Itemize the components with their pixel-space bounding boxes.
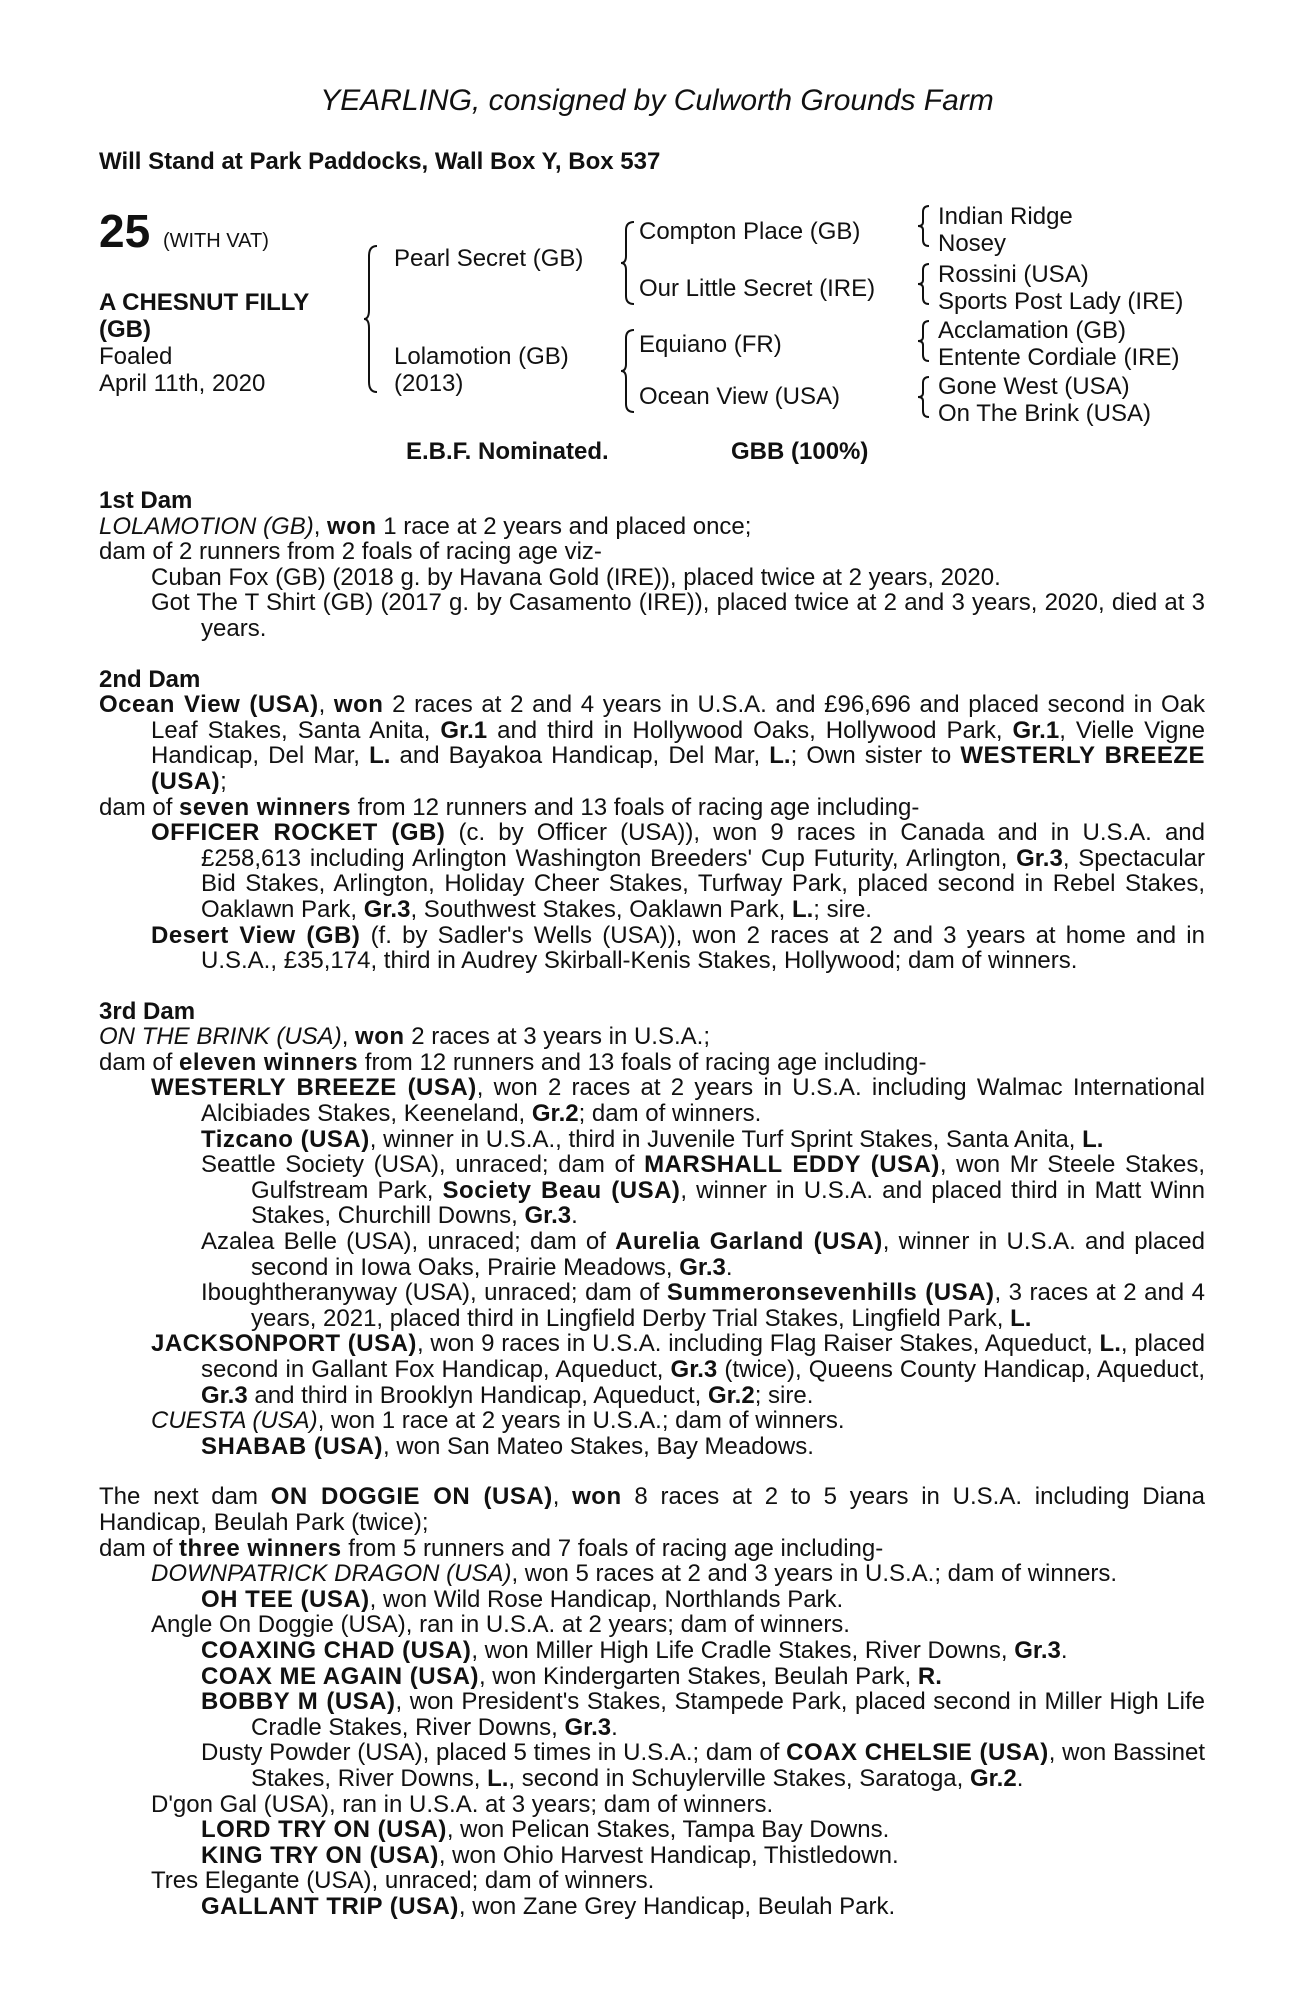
produce-coaxing-chad: [99, 1638, 1205, 1664]
lot-description-2: (GB): [99, 316, 151, 343]
horse-name: KING TRY ON (USA): [201, 1841, 439, 1869]
produce-iboughtheranyway: [99, 1280, 1205, 1331]
produce-officer-rocket: [99, 820, 1205, 922]
grade: L.: [1082, 1125, 1104, 1153]
grade: L.: [1010, 1304, 1032, 1332]
t: (twice), Queens County Handicap, Aqueduct,: [717, 1356, 1205, 1383]
t: , second in Schuylerville Stakes, Saratoga,: [508, 1764, 970, 1792]
horse-name: OH TEE (USA): [201, 1585, 370, 1613]
t: (c. by Officer (USA)), won 9 races in Canada and in U.S.A. and £258,613 including Arlington Washington Breeders' Cup Futurity, Arlington,: [201, 819, 1205, 872]
grade: Gr.3: [363, 895, 411, 923]
t: from 12 runners and 13 foals of racing age including-: [350, 793, 920, 821]
produce-coax-me-again: [99, 1664, 1205, 1690]
grade: R.: [917, 1662, 942, 1690]
second-dam-produce: [99, 795, 1205, 821]
produce-angle-on-doggie: Angle On Doggie (USA), ran in U.S.A. at 2 years; dam of winners.: [151, 1611, 850, 1639]
grade: Gr.2: [708, 1381, 755, 1409]
produce-tres-elegante: Tres Elegante (USA), unraced; dam of winners.: [151, 1867, 655, 1895]
pedigree-dam-sire: Equiano (FR): [639, 331, 782, 358]
third-dam-won: won: [355, 1023, 405, 1051]
grade: Gr.3: [1014, 1636, 1061, 1664]
produce-bobby-m: [99, 1689, 1205, 1740]
t: , 3 races at 2 and 4 years, 2021, placed third in Lingfield Derby Trial Stakes, Lingfield Park,: [251, 1279, 1206, 1332]
third-dam-name: ON THE BRINK (USA): [99, 1023, 342, 1051]
grade: Gr.3: [201, 1381, 248, 1409]
pedigree-g2: Nosey: [938, 230, 1007, 257]
consignor-heading: YEARLING, consigned by Culworth Grounds Farm: [320, 84, 994, 117]
grade: L.: [769, 742, 791, 770]
t: from 5 runners and 7 foals of racing age including-: [341, 1534, 884, 1562]
pedigree-brace-g4: [917, 375, 931, 419]
t: .: [1016, 1764, 1024, 1792]
produce-oh-tee: [99, 1587, 1205, 1613]
pedigree-brace-g3: [917, 319, 931, 363]
grade: Gr.3: [679, 1253, 726, 1281]
t: from 12 runners and 13 foals of racing age including-: [358, 1048, 927, 1076]
horse-name: OFFICER ROCKET (GB): [151, 819, 446, 847]
first-dam-record: LOLAMOTION (GB), won 1 race at 2 years and placed once;: [99, 512, 752, 540]
first-dam-name: LOLAMOTION (GB): [99, 512, 314, 540]
grade: L.: [791, 895, 814, 923]
third-dam-produce: [99, 1050, 1205, 1076]
t: , winner in U.S.A. and placed third in Matt Winn Stakes, Churchill Downs,: [251, 1176, 1205, 1230]
pedigree-brace-dam: [620, 328, 636, 414]
grade: Gr.3: [524, 1202, 572, 1230]
t: , winner in U.S.A. and placed second in Iowa Oaks, Prairie Meadows,: [251, 1228, 1206, 1281]
winners-count: eleven winners: [179, 1048, 359, 1076]
t: , won Zane Grey Handicap, Beulah Park.: [458, 1892, 896, 1920]
foaled-label: Foaled: [99, 343, 173, 370]
t: .: [611, 1713, 618, 1741]
horse-name: Tizcano (USA): [201, 1125, 370, 1153]
grade: Gr.1: [440, 716, 488, 744]
first-dam-foal-2: Got The T Shirt (GB) (2017 g. by Casamento (IRE)), placed twice at 2 and 3 years, 2020, died at 3 years.: [151, 589, 1205, 642]
t: , won 2 races at 2 years in U.S.A. including Walmac International Alcibiades Stakes, Keeneland,: [201, 1074, 1205, 1128]
next-dam-produce: [99, 1536, 1205, 1562]
t: , won Bassinet Stakes, River Downs,: [251, 1739, 1205, 1792]
spacer: [99, 974, 1205, 999]
horse-name: DOWNPATRICK DRAGON (USA): [151, 1560, 512, 1588]
first-dam-produce: dam of 2 runners from 2 foals of racing age viz-: [99, 538, 602, 566]
pedigree-sire: Pearl Secret (GB): [394, 245, 584, 272]
third-dam-heading: 3rd Dam: [99, 997, 196, 1025]
horse-name: Society Beau (USA): [442, 1176, 681, 1204]
stabling-location: Will Stand at Park Paddocks, Wall Box Y, Box 537: [99, 148, 661, 175]
produce-seattle-society: [99, 1152, 1205, 1229]
pedigree-dam-1: Lolamotion (GB): [394, 343, 569, 370]
t: Seattle Society (USA), unraced; dam of: [201, 1151, 645, 1179]
t: and Bayakoa Handicap, Del Mar,: [390, 742, 770, 770]
winners-count: three winners: [179, 1534, 342, 1562]
lot-description-1: A CHESNUT FILLY: [99, 289, 310, 316]
horse-name: COAX ME AGAIN (USA): [201, 1662, 479, 1690]
t: .: [571, 1202, 578, 1230]
horse-name: COAX CHELSIE (USA): [786, 1739, 1049, 1767]
pedigree-g3: Rossini (USA): [938, 261, 1089, 288]
t: The next dam: [99, 1483, 271, 1511]
t: , won Ohio Harvest Handicap, Thistledown.: [438, 1841, 899, 1869]
second-dam-name: Ocean View (USA): [99, 691, 319, 719]
horse-name: Desert View (GB): [151, 921, 361, 949]
horse-name: BOBBY M (USA): [201, 1688, 396, 1716]
produce-desert-view: [99, 923, 1205, 974]
produce-azalea-belle: [99, 1229, 1205, 1280]
grade: L.: [487, 1764, 509, 1792]
horse-name: SHABAB (USA): [201, 1432, 383, 1460]
horse-name: WESTERLY BREEZE (USA): [151, 1074, 477, 1102]
t: .: [1060, 1636, 1068, 1664]
t: 2 races at 2 and 4 years in U.S.A. and £96,696 and placed second in Oak Leaf Stakes, Santa Anita,: [151, 691, 1206, 744]
second-dam-won: won: [333, 691, 384, 719]
next-dam-record: The next dam ON DOGGIE ON (USA), won 8 races at 2 to 5 years in U.S.A. including Diana Handicap, Beulah Park (twice);: [99, 1483, 1205, 1536]
produce-downpatrick: [99, 1561, 1205, 1587]
produce-gallant-trip: [99, 1894, 1205, 1920]
first-dam-foal-1: Cuban Fox (GB) (2018 g. by Havana Gold (IRE)), placed twice at 2 years, 2020.: [151, 563, 1001, 591]
horse-name: COAXING CHAD (USA): [201, 1636, 472, 1664]
grade: Gr.3: [670, 1356, 718, 1383]
horse-name: LORD TRY ON (USA): [201, 1816, 447, 1844]
produce-record: [99, 488, 1205, 1919]
pedigree-g7: Gone West (USA): [938, 373, 1130, 400]
t: , won 9 races in U.S.A. including Flag Raiser Stakes, Aqueduct,: [416, 1330, 1100, 1358]
t: .: [725, 1253, 733, 1281]
horse-name: JACKSONPORT (USA): [151, 1330, 417, 1358]
grade: L.: [369, 742, 391, 770]
t: Azalea Belle (USA), unraced; dam of: [201, 1228, 616, 1256]
pedigree-g4: Sports Post Lady (IRE): [938, 288, 1184, 315]
first-dam-record-text: 1 race at 2 years and placed once;: [376, 512, 752, 540]
sister-name: WESTERLY BREEZE (USA): [151, 742, 1206, 795]
pedigree-brace-sire: [620, 220, 636, 306]
vat-note: (WITH VAT): [162, 230, 269, 252]
t: , won 5 races at 2 and 3 years in U.S.A.; dam of winners.: [511, 1560, 1118, 1588]
pedigree-g5: Acclamation (GB): [938, 317, 1127, 344]
horse-name: Aurelia Garland (USA): [615, 1228, 883, 1256]
t: , won Wild Rose Handicap, Northlands Park.: [369, 1585, 844, 1613]
foaled-date: April 11th, 2020: [99, 370, 266, 397]
t: , Spectacular Bid Stakes, Arlington, Holiday Cheer Stakes, Turfway Park, placed second in Rebel Stakes, Oaklawn Park,: [201, 844, 1205, 923]
t: ; sire.: [754, 1381, 814, 1409]
t: (f. by Sadler's Wells (USA)), won 2 races at 2 and 3 years at home and in U.S.A., £35,174, third in Audrey Skirball-Kenis Stakes, Hollywood; dam of winners.: [201, 921, 1205, 975]
pedigree-dam-dam: Ocean View (USA): [639, 383, 840, 410]
t: ; sire.: [813, 895, 872, 923]
t: 8 races at 2 to 5 years in U.S.A. including Diana Handicap, Beulah Park (twice);: [99, 1483, 1205, 1536]
produce-jacksonport: [99, 1331, 1205, 1408]
third-dam-record: ON THE BRINK (USA), won 2 races at 3 years in U.S.A.;: [99, 1023, 710, 1051]
pedigree-g6: Entente Cordiale (IRE): [938, 344, 1180, 371]
spacer: [99, 1459, 1205, 1484]
spacer: [99, 642, 1205, 667]
next-dam-name: ON DOGGIE ON (USA): [270, 1483, 553, 1511]
gbb-status: GBB (100%): [731, 438, 869, 465]
t: Dusty Powder (USA), placed 5 times in U.S.A.; dam of: [201, 1739, 787, 1767]
t: ; dam of winners.: [578, 1100, 762, 1128]
t: ; Own sister to: [790, 742, 961, 770]
t: , winner in U.S.A., third in Juvenile Turf Sprint Stakes, Santa Anita,: [369, 1125, 1083, 1153]
t: , placed second in Gallant Fox Handicap, Aqueduct,: [201, 1330, 1206, 1383]
t: , Vielle Vigne Handicap, Del Mar,: [151, 716, 1206, 770]
ebf-nominated: E.B.F. Nominated.: [406, 438, 609, 465]
t: , won Mr Steele Stakes, Gulfstream Park,: [251, 1151, 1205, 1204]
produce-lord-try-on: [99, 1817, 1205, 1843]
t: dam of: [99, 1534, 180, 1562]
pedigree-g1: Indian Ridge: [938, 203, 1073, 230]
horse-name: GALLANT TRIP (USA): [201, 1892, 459, 1920]
lot-number-value: 25: [99, 205, 151, 257]
t: and third in Brooklyn Handicap, Aqueduct,: [247, 1381, 708, 1409]
pedigree-brace-main: [363, 244, 379, 394]
next-dam-won: won: [572, 1483, 622, 1511]
first-dam-won: won: [327, 512, 377, 540]
pedigree-brace-g2: [917, 262, 931, 306]
t: , won 1 race at 2 years in U.S.A.; dam of winners.: [317, 1407, 845, 1435]
lot-number: [99, 205, 269, 264]
pedigree-dam-2: (2013): [394, 370, 464, 397]
grade: Gr.3: [1016, 844, 1063, 872]
t: dam of: [99, 793, 180, 821]
t: and third in Hollywood Oaks, Hollywood Park,: [487, 716, 1013, 744]
grade: Gr.1: [1012, 716, 1060, 744]
grade: Gr.3: [564, 1713, 612, 1741]
produce-westerly-breeze: [99, 1075, 1205, 1126]
winners-count: seven winners: [179, 793, 351, 821]
t: Iboughtheranyway (USA), unraced; dam of: [201, 1279, 667, 1307]
t: , Southwest Stakes, Oaklawn Park,: [410, 895, 792, 923]
horse-name: Summeronsevenhills (USA): [666, 1279, 995, 1307]
pedigree-sire-sire: Compton Place (GB): [639, 218, 861, 245]
t: , won Kindergarten Stakes, Beulah Park,: [478, 1662, 918, 1690]
t: , won Pelican Stakes, Tampa Bay Downs.: [446, 1816, 890, 1844]
t: 2 races at 3 years in U.S.A.;: [404, 1023, 710, 1051]
t: , won Miller High Life Cradle Stakes, River Downs,: [471, 1636, 1015, 1664]
t: , won President's Stakes, Stampede Park, placed second in Miller High Life Cradle Stakes, River Downs,: [251, 1688, 1205, 1741]
second-dam-record: Ocean View (USA), won 2 races at 2 and 4 years in U.S.A. and £96,696 and placed second in Oak Leaf Stakes, Santa Anita, Gr.1 and third in Hollywood Oaks, Hollywood Park, Gr.1, Vielle Vigne Handicap, Del Mar, L. and Bayakoa Handicap, Del Mar, L.; Own sister to WESTERLY BREEZE (USA);: [99, 691, 1206, 795]
grade: L.: [1099, 1330, 1121, 1358]
produce-king-try-on: [99, 1843, 1205, 1869]
t: , won San Mateo Stakes, Bay Meadows.: [383, 1432, 814, 1460]
produce-dusty-powder: [99, 1740, 1205, 1791]
horse-name: CUESTA (USA): [151, 1407, 318, 1435]
pedigree-sire-dam: Our Little Secret (IRE): [639, 275, 876, 302]
horse-name: MARSHALL EDDY (USA): [644, 1151, 940, 1179]
produce-cuesta: [99, 1408, 1205, 1434]
produce-dgon-gal: D'gon Gal (USA), ran in U.S.A. at 3 years; dam of winners.: [151, 1790, 774, 1818]
produce-shabab: [99, 1434, 1205, 1460]
first-dam-heading: 1st Dam: [99, 487, 193, 514]
pedigree-g8: On The Brink (USA): [938, 400, 1151, 427]
grade: Gr.2: [969, 1764, 1017, 1792]
produce-tizcano: [99, 1127, 1205, 1153]
pedigree-brace-g1: [917, 204, 931, 248]
second-dam-heading: 2nd Dam: [99, 665, 201, 693]
t: ;: [220, 767, 227, 795]
grade: Gr.2: [531, 1100, 579, 1128]
t: dam of: [99, 1048, 180, 1076]
